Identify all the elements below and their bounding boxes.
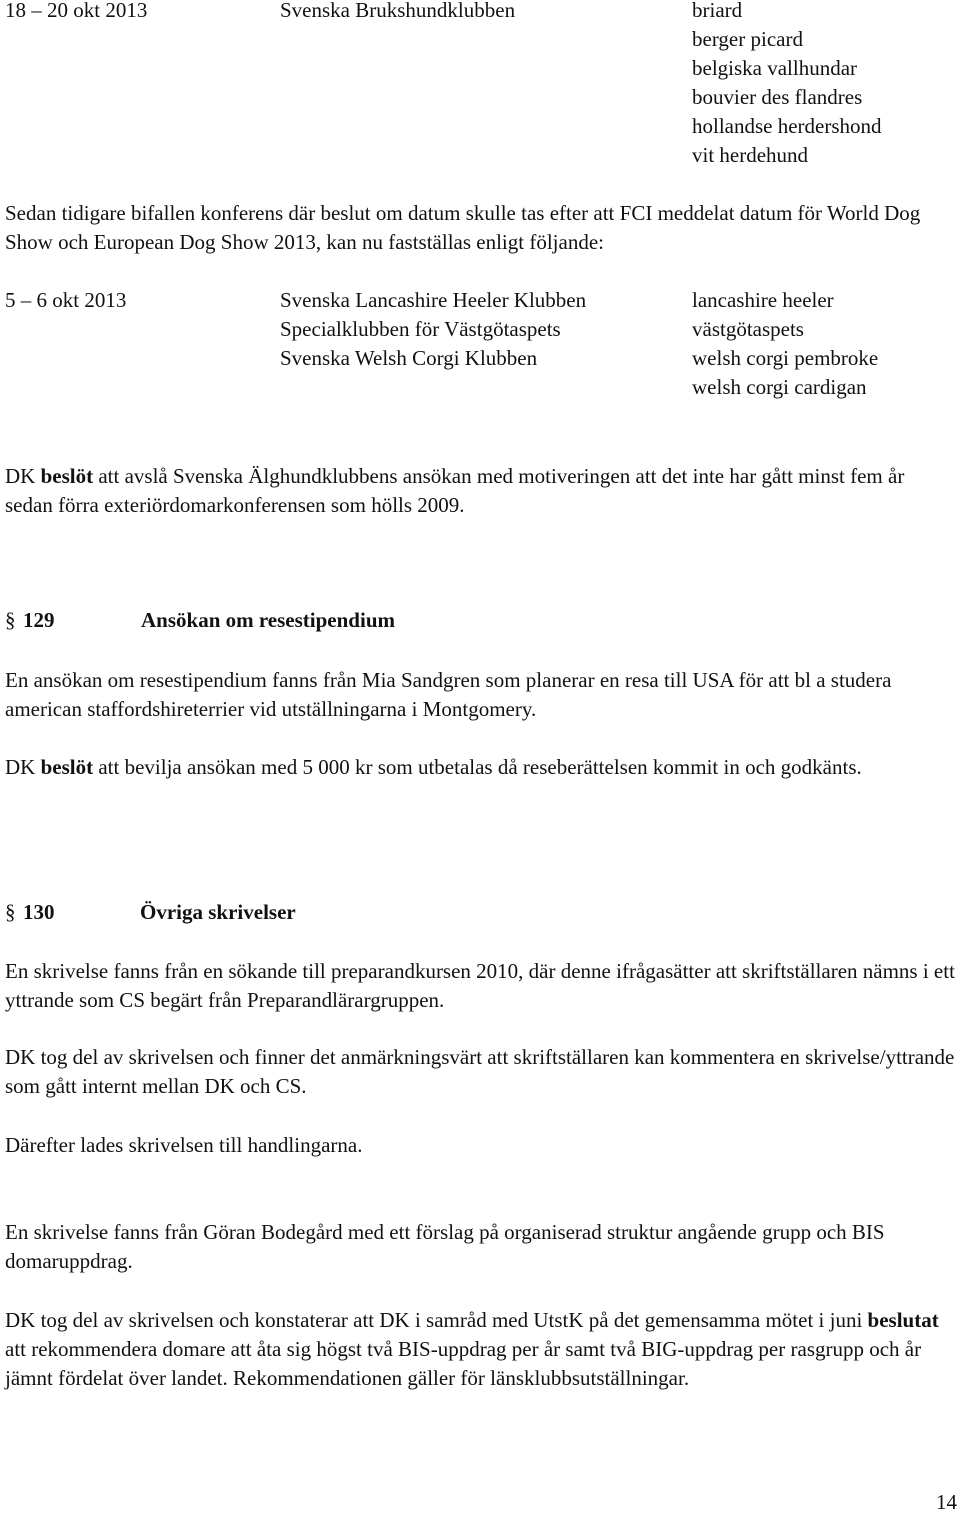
club-name: Specialklubben för Västgötaspets <box>280 317 561 341</box>
section-sign: § <box>5 608 16 632</box>
section-title: Övriga skrivelser <box>140 900 296 924</box>
text-run: DK <box>5 755 41 779</box>
breed: bouvier des flandres <box>692 85 863 109</box>
breed: welsh corgi pembroke <box>692 346 879 370</box>
section-heading-130 <box>5 898 296 927</box>
text-run: DK <box>5 464 41 488</box>
club-name: Svenska Lancashire Heeler Klubben <box>280 288 587 312</box>
section-heading-129 <box>5 606 395 635</box>
decision-keyword: beslöt <box>40 755 94 779</box>
conference-date: 5 – 6 okt 2013 <box>5 288 127 312</box>
paragraph-130-dk-response-2 <box>5 1306 955 1393</box>
breed: berger picard <box>692 27 803 51</box>
paragraph-sedan: Sedan tidigare bifallen konferens där beslut om datum skulle tas efter att FCI meddelat datum för World Dog Show och European Dog Show 2013, kan nu fastställas enligt följande: <box>5 201 921 254</box>
text-run: att rekommendera domare att åta sig högst två BIS-uppdrag per år samt två BIG-uppdrag per rasgrupp och år jämnt fördelat över landet. Rekommendationen gäller för länsklubbsutställningar. <box>5 1337 922 1390</box>
section-number: 129 <box>23 608 55 632</box>
paragraph-130-filed: Därefter lades skrivelsen till handlingarna. <box>5 1133 363 1157</box>
section-number: 130 <box>23 900 55 924</box>
paragraph-dk-decision-1 <box>5 462 955 520</box>
club-name: Svenska Welsh Corgi Klubben <box>280 346 538 370</box>
paragraph-130-letter-2: En skrivelse fanns från Göran Bodegård med ett förslag på organiserad struktur angående grupp och BIS domaruppdrag. <box>5 1220 885 1273</box>
paragraph-129-decision <box>5 753 955 782</box>
breed: briard <box>692 0 743 22</box>
page-number: 14 <box>936 1490 957 1514</box>
conference-date: 18 – 20 okt 2013 <box>5 0 148 22</box>
section-title: Ansökan om resestipendium <box>141 608 395 632</box>
text-run: DK tog del av skrivelsen och konstaterar att DK i samråd med UtstK på det gemensamma mötet i juni <box>5 1308 868 1332</box>
decision-keyword: beslöt <box>40 464 94 488</box>
club-name: Svenska Brukshundklubben <box>280 0 516 22</box>
breed: lancashire heeler <box>692 288 834 312</box>
breed: västgötaspets <box>692 317 804 341</box>
breed: hollandse herdershond <box>692 114 882 138</box>
breed: vit herdehund <box>692 143 809 167</box>
paragraph-130-letter-1: En skrivelse fanns från en sökande till preparandkursen 2010, där denne ifrågasätter att skriftställaren nämns i ett yttrande som CS begärt från Preparandlärargruppen. <box>5 959 955 1012</box>
section-sign: § <box>5 900 16 924</box>
breed: belgiska vallhundar <box>692 56 858 80</box>
decision-keyword: beslutat <box>867 1308 939 1332</box>
paragraph-129-application: En ansökan om resestipendium fanns från Mia Sandgren som planerar en resa till USA för att bl a studera american staffordshireterrier vid utställningarna i Montgomery. <box>5 668 892 721</box>
text-run: att avslå Svenska Älghundklubbens ansökan med motiveringen att det inte har gått minst fem år sedan förra exteriördomarkonferensen som hölls 2009. <box>5 464 905 517</box>
text-run: att bevilja ansökan med 5 000 kr som utbetalas då reseberättelsen kommit in och godkänts. <box>93 755 862 779</box>
paragraph-130-dk-response-1: DK tog del av skrivelsen och finner det anmärkningsvärt att skriftställaren kan kommentera en skrivelse/yttrande som gått internt mellan DK och CS. <box>5 1045 955 1098</box>
breed: welsh corgi cardigan <box>692 375 867 399</box>
